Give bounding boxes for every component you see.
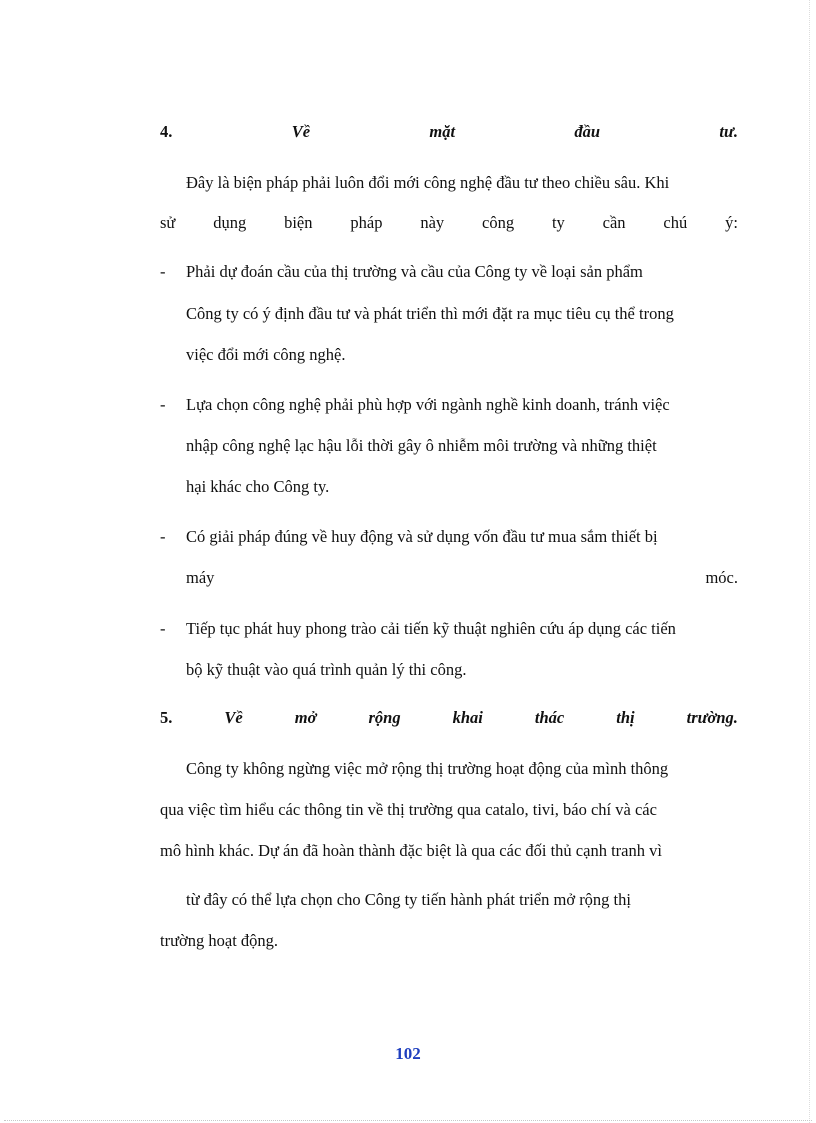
word: móc. (705, 568, 738, 587)
heading-word: mở (294, 708, 317, 727)
heading-number: 5. (160, 708, 173, 727)
bullet-1-line: Công ty có ý định đầu tư và phát triển thì mới đặt ra mục tiêu cụ thể trong (186, 304, 674, 323)
page-margin-guide (809, 0, 810, 1123)
bullet-marker: - (160, 527, 166, 546)
word: công (482, 213, 515, 232)
word: máy (186, 568, 215, 587)
paragraph-line: Đây là biện pháp phải luôn đổi mới công nghệ đầu tư theo chiều sâu. Khi (186, 173, 670, 192)
paragraph-line: Công ty không ngừng việc mở rộng thị trường hoạt động của mình thông (186, 759, 669, 778)
page-bottom-border (4, 1120, 812, 1121)
bullet-marker: - (160, 262, 166, 281)
bullet-2-line: Lựa chọn công nghệ phải phù hợp với ngành nghề kinh doanh, tránh việc (186, 395, 670, 414)
paragraph-line: mô hình khác. Dự án đã hoàn thành đặc biệt là qua các đối thủ cạnh tranh vì (160, 841, 662, 860)
bullet-marker: - (160, 395, 166, 414)
bullet-4-line: Tiếp tục phát huy phong trào cải tiến kỹ thuật nghiên cứu áp dụng các tiến (186, 619, 676, 638)
bullet-4-line: bộ kỹ thuật vào quá trình quản lý thi công. (186, 660, 467, 679)
heading-word: rộng (368, 708, 401, 727)
paragraph-line: trường hoạt động. (160, 931, 279, 950)
bullet-3-line: Có giải pháp đúng về huy động và sử dụng vốn đầu tư mua sắm thiết bị (186, 527, 658, 546)
heading-word: thác (534, 708, 565, 727)
heading-word: khai (452, 708, 483, 727)
heading-word: Về (224, 708, 243, 727)
bullet-2-line: nhập công nghệ lạc hậu lỗi thời gây ô nhiễm môi trường và những thiệt (186, 436, 657, 455)
heading-word: Về (291, 122, 311, 141)
heading-word: tư. (719, 122, 738, 141)
bullet-1-line: việc đổi mới công nghệ. (186, 345, 346, 364)
word: sử (160, 213, 176, 232)
section-5-heading (160, 707, 738, 729)
page-number: 102 (395, 1044, 421, 1063)
word: ý: (725, 213, 738, 232)
paragraph-line: qua việc tìm hiểu các thông tin về thị trường qua catalo, tivi, báo chí và các (160, 800, 657, 819)
section-4-heading (160, 121, 738, 143)
word: pháp (350, 213, 383, 232)
bullet-1-line: Phải dự đoán cầu của thị trường và cầu của Công ty về loại sản phẩm (186, 262, 643, 281)
word: ty (551, 213, 565, 232)
word: này (420, 213, 445, 232)
bullet-2-line: hại khác cho Công ty. (186, 477, 330, 496)
heading-word: mặt (429, 122, 456, 141)
word: chú (663, 213, 688, 232)
heading-number: 4. (160, 122, 173, 141)
heading-word: trường. (686, 708, 738, 727)
bullet-marker: - (160, 619, 166, 638)
heading-word: đầu (574, 122, 601, 141)
paragraph-line-justified (160, 212, 738, 234)
word: cần (602, 213, 626, 232)
word: biện (284, 213, 313, 232)
word: dụng (213, 213, 247, 232)
paragraph-line: từ đây có thể lựa chọn cho Công ty tiến hành phát triển mở rộng thị (186, 890, 631, 909)
heading-word: thị (616, 708, 635, 727)
bullet-3-line-justified (186, 567, 738, 589)
